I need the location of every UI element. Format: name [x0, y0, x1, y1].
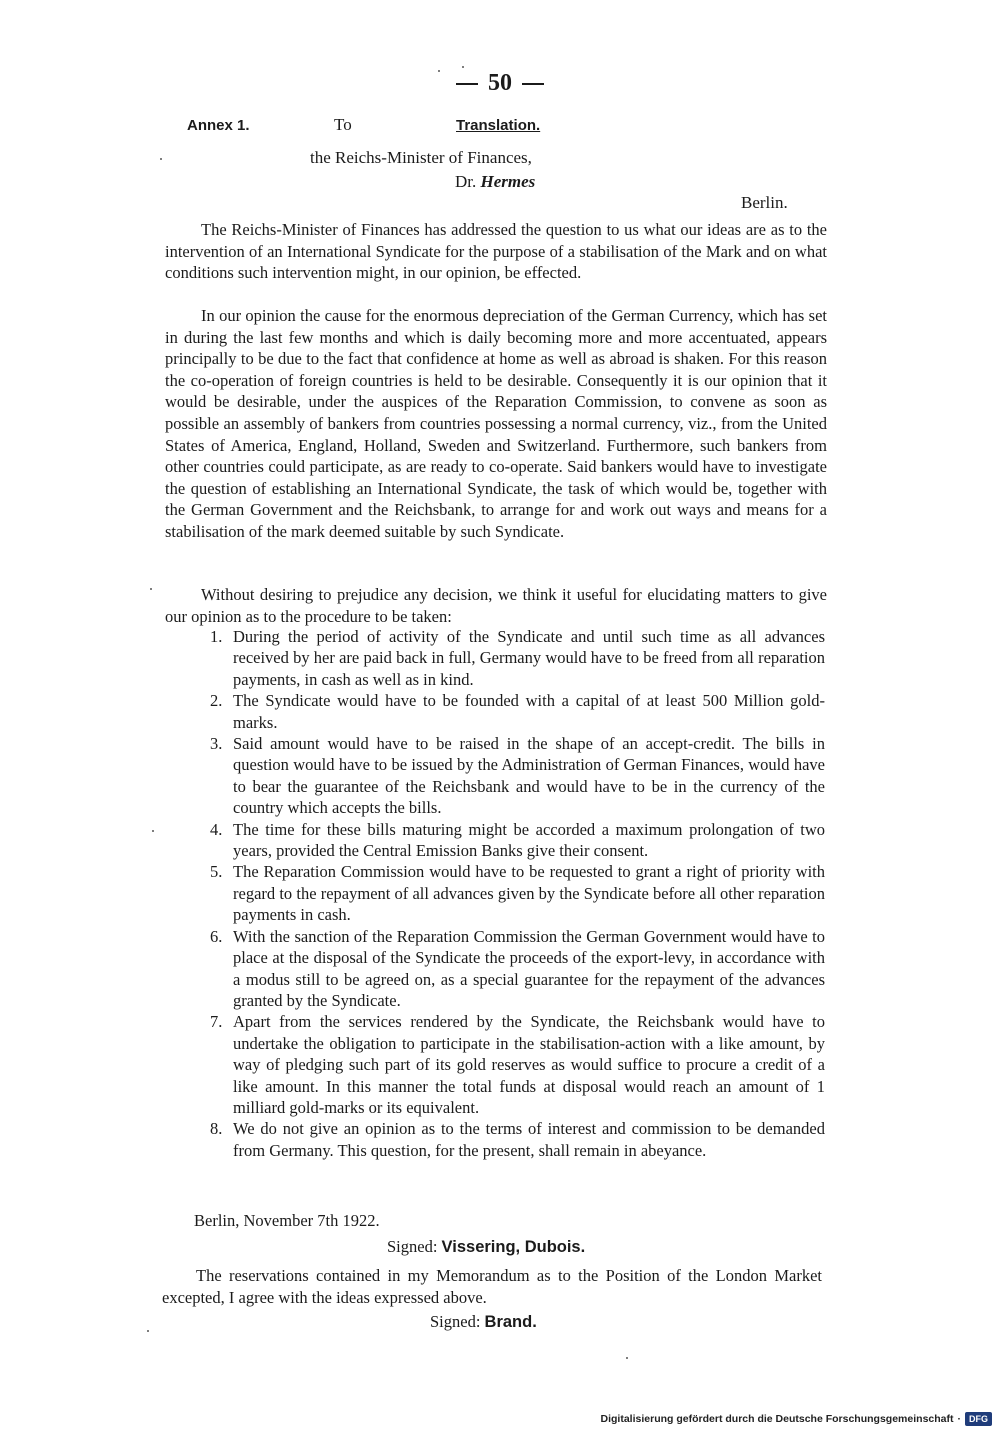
procedure-list	[165, 626, 825, 1161]
scan-speck	[160, 158, 162, 160]
scan-speck	[150, 588, 152, 590]
list-item-number: 2.	[210, 691, 223, 711]
list-item-text: During the period of activity of the Syndicate and until such time as all advances received by her are paid back in full, Germany would have to be freed from all reparation payments, in cash as well as in kind.	[233, 627, 825, 689]
scan-speck	[626, 1357, 628, 1359]
signature-block-1	[387, 1237, 585, 1257]
list-item-text: Said amount would have to be raised in the shape of an accept-credit. The bills in question would have to be issued by the Administration of German Finances, would have to bear the guarantee of the Reichsbank and would have to be in the currency of the country which accepts the bills.	[233, 734, 825, 818]
signatories: Brand.	[484, 1313, 537, 1331]
list-item-text: We do not give an opinion as to the terms of interest and commission to be demanded from Germany. This question, for the present, shall remain in abeyance.	[233, 1119, 825, 1160]
page-number-text: 50	[488, 70, 512, 96]
list-item-number: 3.	[210, 734, 223, 754]
list-item	[165, 626, 825, 690]
scan-speck	[438, 70, 440, 72]
signature-block-2	[430, 1312, 537, 1332]
page-number-dash-right	[522, 83, 544, 85]
list-item-text: The time for these bills maturing might be accorded a maximum prolongation of two years, provided the Central Emission Banks give their consent.	[233, 819, 825, 861]
list-item-text: The Syndicate would have to be founded with a capital of at least 500 Million gold-marks.	[233, 691, 825, 732]
list-item-number: 8.	[210, 1119, 223, 1139]
list-item-text: With the sanction of the Reparation Commission the German Government would have to place at the disposal of the Syndicate the proceeds of the export-levy, in accordance with a modus still to be agreed on, as a special guarantee for the repayment of the advances granted by the Syndicate.	[233, 926, 825, 1010]
list-item	[165, 690, 825, 733]
digitization-footer	[601, 1412, 992, 1426]
scan-speck	[152, 830, 154, 832]
addressee-name	[455, 172, 535, 192]
paragraph-opinion: In our opinion the cause for the enormous depreciation of the German Currency, which has set in during the last few months and which is daily becoming more and more accentuated, appears principally to be due to the fact that confidence at home as well as abroad is shaken. For this reason the co-operation of foreign countries is held to be desirable. Consequently it is our opinion that it would be desirable, under the auspices of the Reparation Commission, to convene as soon as possible an assembly of bankers from countries possessing a normal currency, viz., from the United States of America, England, Holland, Sweden and Switzerland. Furthermore, such bankers from other countries could participate, as are ready to co-operate. Said bankers would have to investigate the question of establishing an International Syndicate, the task of which would be, together with the German Government and the Reichsbank, to arrange for and work out ways and means for a stabilisation of the mark deemed suitable by such Syndicate.	[165, 306, 827, 541]
list-item	[165, 926, 825, 1012]
to-label: To	[334, 115, 352, 134]
dfg-logo: DFG	[965, 1412, 992, 1426]
addressee-line: the Reichs-Minister of Finances,	[310, 148, 532, 167]
scan-speck	[147, 1330, 149, 1332]
reservation-paragraph: The reservations contained in my Memorandum as to the Position of the London Market excepted, I agree with the ideas expressed above.	[162, 1266, 822, 1307]
addressee-surname: Hermes	[480, 172, 536, 191]
footer-separator: ·	[957, 1413, 961, 1425]
list-item	[165, 733, 825, 819]
footer-text: Digitalisierung gefördert durch die Deutsche Forschungsgemeinschaft	[600, 1413, 954, 1425]
addressee-title: Dr.	[455, 172, 477, 191]
list-item-number: 5.	[210, 862, 223, 882]
page-number	[0, 70, 1000, 97]
paragraph-intro: The Reichs-Minister of Finances has addressed the question to us what our ideas are as to the intervention of an International Syndicate for the purpose of a stabilisation of the Mark and on what conditions such intervention might, in our opinion, be effected.	[165, 220, 827, 283]
list-item	[165, 1011, 825, 1118]
signed-label: Signed:	[387, 1237, 438, 1256]
list-item-text: Apart from the services rendered by the Syndicate, the Reichsbank would have to undertake the obligation to participate in the stabilisation-action with a like amount, by way of pledging such part of its gold reserves as would suffice to procure a credit of a like amount. In this manner the total funds at disposal would reach an amount of 1 milliard gold-marks or its equivalent.	[233, 1012, 825, 1117]
letter-place: Berlin.	[741, 193, 788, 212]
paragraph-procedure: Without desiring to prejudice any decision, we think it useful for elucidating matters to give our opinion as to the procedure to be taken:	[165, 585, 827, 626]
signed-label: Signed:	[430, 1312, 481, 1331]
list-item-number: 1.	[210, 627, 223, 646]
list-item-number: 7.	[210, 1012, 223, 1032]
list-item	[165, 1118, 825, 1161]
signatories: Vissering, Dubois.	[441, 1238, 586, 1256]
scan-speck	[462, 66, 464, 68]
list-item-number: 4.	[210, 819, 223, 839]
annex-label: Annex 1.	[187, 117, 250, 134]
list-item-number: 6.	[210, 926, 223, 946]
list-item	[165, 861, 825, 925]
list-item	[165, 819, 825, 862]
page-number-dash-left	[456, 83, 478, 85]
translation-heading: Translation.	[456, 117, 541, 134]
list-item-text: The Reparation Commission would have to be requested to grant a right of priority with regard to the repayment of all advances given by the Syndicate before all other reparation payments in cash.	[233, 862, 825, 925]
closing-date: Berlin, November 7th 1922.	[194, 1211, 380, 1230]
